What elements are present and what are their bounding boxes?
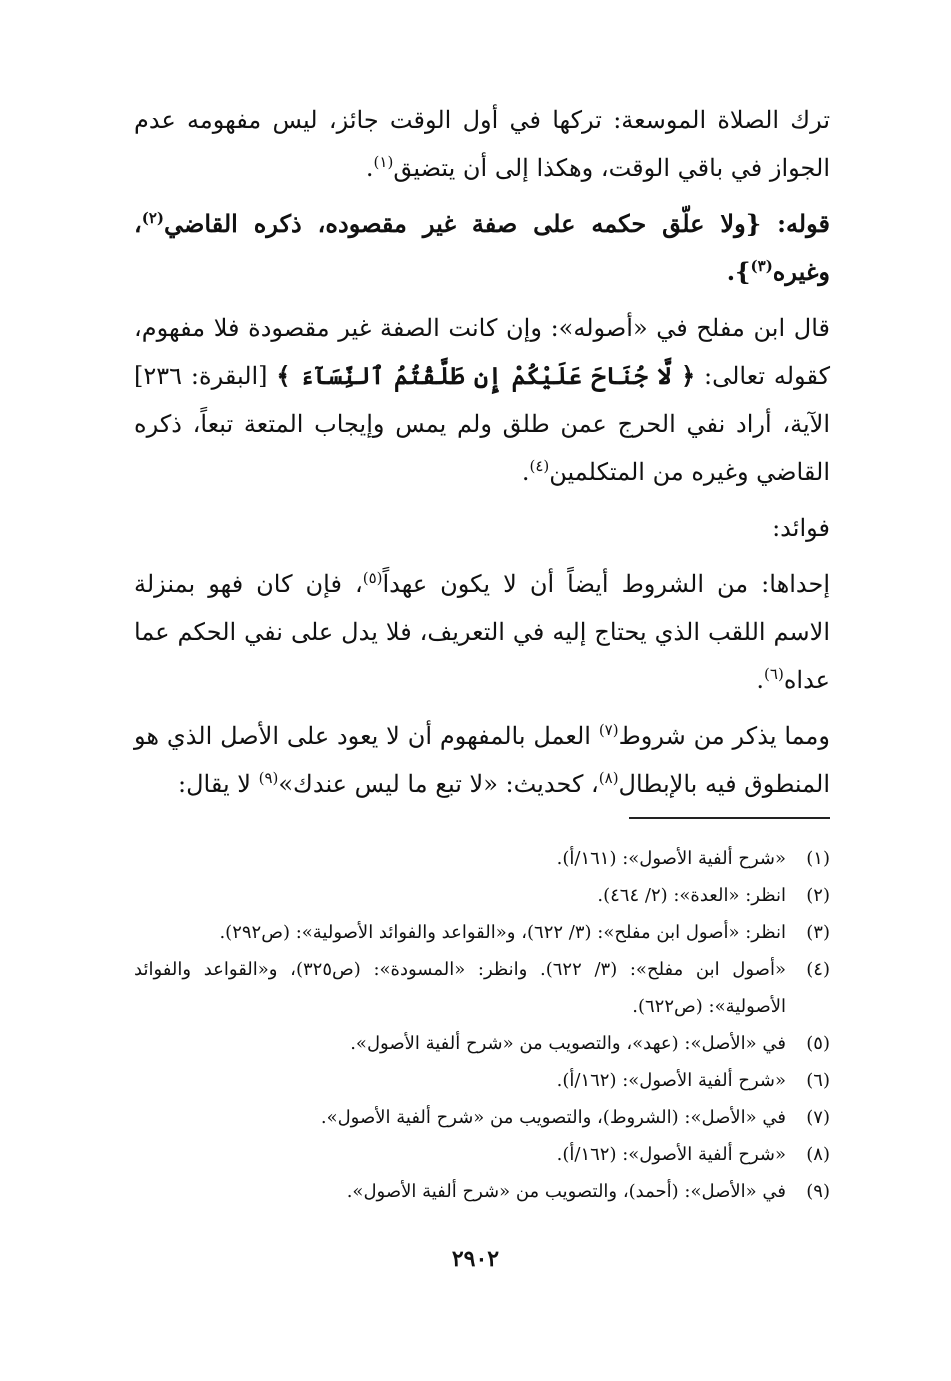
text-run: لا يقال: (177, 770, 259, 798)
text-run: العمل بالمفهوم أن لا يعود على الأصل الذي هو المنطوق فيه بالإبطال (134, 722, 830, 798)
footnote-number: (٤) (806, 959, 830, 980)
footnote-separator (629, 817, 830, 819)
footnote-text: انظر: «أصول ابن مفلح»: (٣/ ٦٢٢)، و«القواعد والفوائد الأصولية»: (ص٢٩٢). (219, 922, 786, 943)
paragraph (134, 560, 830, 704)
footnote-reference: (٩) (258, 769, 279, 787)
footnote-item (134, 877, 830, 914)
text-run: فوائد: (772, 514, 830, 542)
footnote-reference: (٢) (141, 209, 165, 227)
footnote-number: (٧) (806, 1107, 830, 1128)
footnote-text: في «الأصل»: (أحمد)، والتصويب من «شرح ألفية الأصول». (346, 1181, 786, 1202)
footnote-item (134, 914, 830, 951)
footnote-reference: (٦) (764, 665, 784, 683)
footnote-item (134, 1062, 830, 1099)
footnote-text: «شرح ألفية الأصول»: (١٦١/أ). (556, 848, 786, 869)
text-run: . (756, 666, 765, 694)
text-run: ، فإن كان فهو بمنزلة الاسم اللقب الذي يحتاج إليه في التعريف، فلا يدل على نفي الحكم عما عداه (134, 570, 830, 694)
text-run: . (521, 458, 530, 486)
page-number: ٢٩٠٢ (451, 1246, 500, 1272)
footnote-text: انظر: «العدة»: (٢/ ٤٦٤). (597, 885, 786, 906)
footnote-number: (٦) (806, 1070, 830, 1091)
paragraph (134, 200, 830, 296)
text-run: قوله: {ولا علّق حكمه على صفة غير مقصوده، ذكره القاضي (164, 209, 830, 238)
paragraph (134, 712, 830, 808)
footnote-item (134, 1173, 830, 1210)
text-run: ومما يذكر من شروط (618, 722, 830, 750)
footnote-item (134, 1025, 830, 1062)
footnote-text: «شرح ألفية الأصول»: (١٦٢/أ). (556, 1070, 786, 1091)
main-text (134, 96, 830, 816)
footnote-reference: (٣) (750, 257, 773, 275)
footnote-number: (١) (806, 848, 830, 869)
footnote-text: في «الأصل»: (عهد»، والتصويب من «شرح ألفية الأصول». (350, 1033, 786, 1054)
footnote-number: (٣) (806, 922, 830, 943)
footnote-number: (٢) (806, 885, 830, 906)
footnote-number: (٨) (806, 1144, 830, 1165)
footnote-reference: (١) (373, 153, 394, 171)
footnote-number: (٩) (806, 1181, 830, 1202)
footnote-text: «شرح ألفية الأصول»: (١٦٢/أ). (556, 1144, 786, 1165)
text-run: ، وغيره (134, 209, 830, 286)
text-run: ، كحديث: «لا تبع ما ليس عندك» (278, 770, 599, 798)
footnote-reference: (٥) (362, 569, 383, 587)
text-run: . (365, 154, 374, 182)
footnotes-list (134, 840, 830, 1210)
text-run: }. (726, 257, 751, 286)
footnote-item (134, 951, 830, 1025)
footnote-item (134, 840, 830, 877)
text-run: ترك الصلاة الموسعة: تركها في أول الوقت جائز، ليس مفهومه عدم الجواز في باقي الوقت، وهكذا إلى أن يتضيق (134, 106, 830, 182)
paragraph (134, 304, 830, 496)
paragraph (134, 96, 830, 192)
text-run: قال ابن مفلح في «أصوله»: وإن كانت الصفة غير مقصودة فلا مفهوم، كقوله تعالى: (134, 314, 831, 390)
footnote-item (134, 1136, 830, 1173)
quran-quote: ﴿ لَّا جُنَاحَ عَلَيْكُمْ إِن طَلَّقْتُمُ ٱلنِّسَآءَ ﴾ (276, 361, 696, 390)
footnote-text: «أصول ابن مفلح»: (٣/ ٦٢٢). وانظر: «المسودة»: (ص٣٢٥)، و«القواعد والفوائد الأصولية»: (ص٦٢٢). (134, 959, 786, 1017)
text-run: إحداها: من الشروط أيضاً أن لا يكون عهداً (382, 570, 831, 598)
footnote-reference: (٧) (598, 721, 619, 739)
footnote-text: في «الأصل»: (الشروط)، والتصويب من «شرح ألفية الأصول». (320, 1107, 786, 1128)
text-run: [البقرة: ٢٣٦] الآية، أراد نفي الحرج عمن طلق ولم يمس وإيجاب المتعة تبعاً، ذكره القاضي وغيره من المتكلمين (134, 362, 830, 486)
footnote-reference: (٤) (529, 457, 550, 475)
footnote-number: (٥) (806, 1033, 830, 1054)
footnote-item (134, 1099, 830, 1136)
footnote-reference: (٨) (598, 769, 619, 787)
paragraph (134, 504, 830, 552)
